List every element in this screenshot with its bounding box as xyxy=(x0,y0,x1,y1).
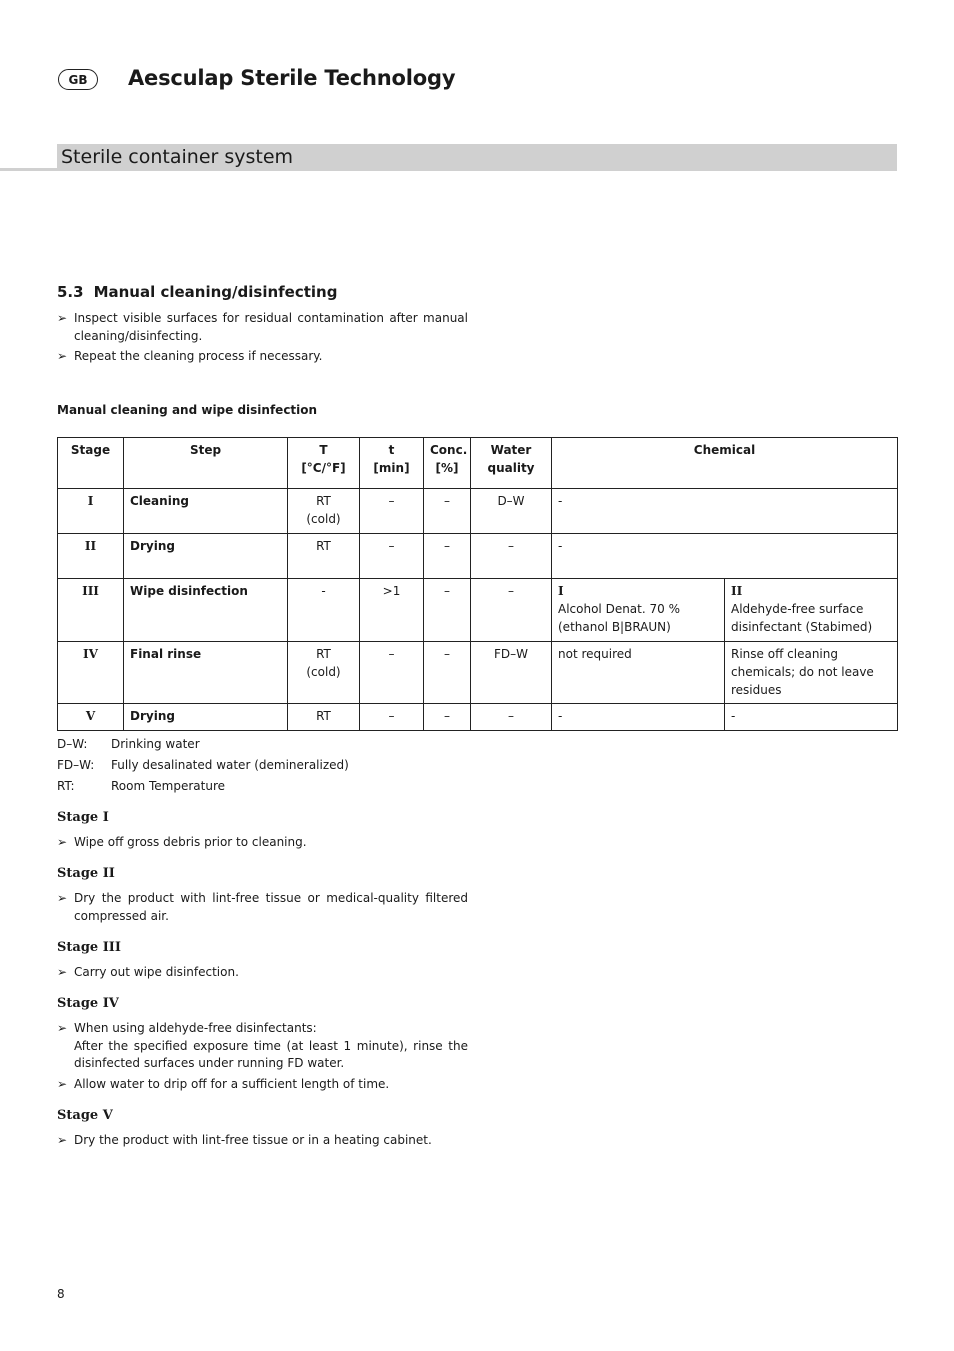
cell-chemical-b: Rinse off cleaning chemicals; do not leave residues xyxy=(725,642,898,704)
abbreviation-item: RT: Room Temperature xyxy=(57,779,225,793)
bullet-text: Repeat the cleaning process if necessary. xyxy=(74,349,323,363)
section-number: 5.3 xyxy=(57,283,84,301)
cell-stage: II xyxy=(58,534,124,579)
table-caption: Manual cleaning and wipe disinfection xyxy=(57,403,318,417)
cell-step: Drying xyxy=(124,704,288,731)
cleaning-table xyxy=(57,437,898,731)
bullet-item xyxy=(57,890,468,925)
bullet-text: Dry the product with lint-free tissue or in a heating cabinet. xyxy=(74,1133,432,1147)
bullet-item xyxy=(57,348,468,366)
table-row xyxy=(58,534,898,579)
table-row xyxy=(58,489,898,534)
cell-step: Wipe disinfection xyxy=(124,579,288,642)
header-temp: T [°C/°F] xyxy=(288,438,360,489)
cell-time: – xyxy=(360,642,424,704)
arrowhead-bullet-icon: ➢ xyxy=(57,349,68,363)
abbreviation-item: FD–W: Fully desalinated water (demineralized) xyxy=(57,758,349,772)
cell-conc: – xyxy=(424,579,471,642)
cell-temp: RT (cold) xyxy=(288,489,360,534)
arrowhead-bullet-icon: ➢ xyxy=(57,891,68,905)
arrowhead-bullet-icon: ➢ xyxy=(57,311,68,325)
cell-water: D–W xyxy=(471,489,552,534)
cell-chemical-a: - xyxy=(552,704,725,731)
cell-conc: – xyxy=(424,704,471,731)
table-row xyxy=(58,579,898,642)
bullet-text: Wipe off gross debris prior to cleaning. xyxy=(74,835,307,849)
stage-heading: Stage I xyxy=(57,810,109,825)
stage-heading: Stage IV xyxy=(57,996,119,1011)
header-chemical: Chemical xyxy=(552,438,898,489)
bullet-item xyxy=(57,834,468,852)
cell-stage: IV xyxy=(58,642,124,704)
language-badge: GB xyxy=(58,69,98,90)
cell-water: – xyxy=(471,704,552,731)
bullet-text: Dry the product with lint-free tissue or medical-quality filtered compressed air. xyxy=(74,891,468,923)
cell-stage: I xyxy=(58,489,124,534)
cell-chemical: - xyxy=(552,489,898,534)
cell-water: FD–W xyxy=(471,642,552,704)
section-title: Manual cleaning/disinfecting xyxy=(93,283,338,301)
cell-step: Drying xyxy=(124,534,288,579)
cell-chemical-b: - xyxy=(725,704,898,731)
header-stage: Stage xyxy=(58,438,124,489)
table-row xyxy=(58,642,898,704)
bullet-item xyxy=(57,964,468,982)
brand-title: Aesculap Sterile Technology xyxy=(128,66,456,90)
arrowhead-bullet-icon: ➢ xyxy=(57,1133,68,1147)
bullet-text: When using aldehyde-free disinfectants: xyxy=(74,1021,317,1035)
cell-time: >1 xyxy=(360,579,424,642)
bullet-text-continued: After the specified exposure time (at least 1 minute), rinse the disinfected surfaces under running FD water. xyxy=(74,1038,468,1070)
page-number: 8 xyxy=(57,1287,65,1301)
cell-temp: - xyxy=(288,579,360,642)
cell-chemical: - xyxy=(552,534,898,579)
stage-heading: Stage III xyxy=(57,940,121,955)
banner-rule xyxy=(0,168,57,171)
table-row xyxy=(58,704,898,731)
abbreviation-item: D–W: Drinking water xyxy=(57,737,200,751)
cell-conc: – xyxy=(424,642,471,704)
banner-title: Sterile container system xyxy=(61,146,294,168)
cell-step: Final rinse xyxy=(124,642,288,704)
arrowhead-bullet-icon: ➢ xyxy=(57,1077,68,1091)
bullet-item xyxy=(57,1020,468,1073)
arrowhead-bullet-icon: ➢ xyxy=(57,965,68,979)
cell-chemical-b: II Aldehyde-free surface disinfectant (Stabimed) xyxy=(725,579,898,642)
arrowhead-bullet-icon: ➢ xyxy=(57,1021,68,1035)
arrowhead-bullet-icon: ➢ xyxy=(57,835,68,849)
bullet-text: Inspect visible surfaces for residual contamination after manual cleaning/disinfecting. xyxy=(74,311,468,343)
cell-chemical-a: I Alcohol Denat. 70 % (ethanol B|BRAUN) xyxy=(552,579,725,642)
stage-heading: Stage II xyxy=(57,866,115,881)
header-conc: Conc. [%] xyxy=(424,438,471,489)
cell-water: – xyxy=(471,534,552,579)
cell-temp: RT xyxy=(288,704,360,731)
cell-conc: – xyxy=(424,489,471,534)
cell-temp: RT xyxy=(288,534,360,579)
cell-time: – xyxy=(360,534,424,579)
cell-stage: V xyxy=(58,704,124,731)
stage-heading: Stage V xyxy=(57,1108,113,1123)
cell-stage: III xyxy=(58,579,124,642)
cell-step: Cleaning xyxy=(124,489,288,534)
bullet-text: Allow water to drip off for a sufficient length of time. xyxy=(74,1077,390,1091)
bullet-item xyxy=(57,310,468,345)
bullet-item xyxy=(57,1132,468,1150)
header-step: Step xyxy=(124,438,288,489)
cell-time: – xyxy=(360,489,424,534)
bullet-item xyxy=(57,1076,468,1094)
cell-time: – xyxy=(360,704,424,731)
table-header-row xyxy=(58,438,898,489)
section-heading xyxy=(57,283,337,301)
cell-chemical-a: not required xyxy=(552,642,725,704)
cell-temp: RT (cold) xyxy=(288,642,360,704)
bullet-text: Carry out wipe disinfection. xyxy=(74,965,239,979)
cell-water: – xyxy=(471,579,552,642)
header-water: Water quality xyxy=(471,438,552,489)
header-time: t [min] xyxy=(360,438,424,489)
cell-conc: – xyxy=(424,534,471,579)
